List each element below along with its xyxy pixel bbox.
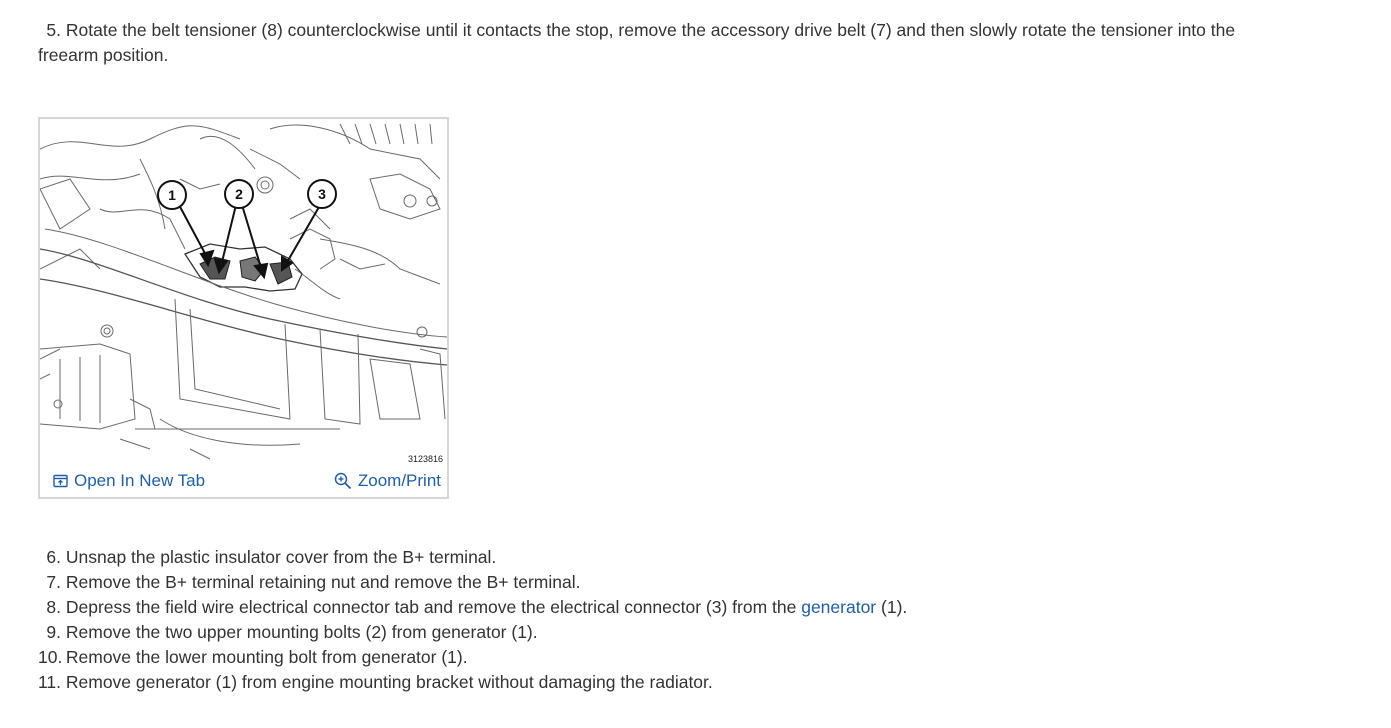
callout-3-label: 3 [318, 186, 326, 202]
list-item [38, 570, 907, 595]
figure-id: 3123816 [407, 454, 443, 464]
figure [38, 117, 449, 499]
step-number: 10. [38, 647, 63, 667]
list-item [38, 545, 907, 570]
open-in-new-tab-icon [53, 474, 68, 488]
step-number: 8. [46, 597, 61, 617]
step-text: Unsnap the plastic insulator cover from the B+ terminal. [65, 547, 497, 567]
step-5 [38, 18, 1288, 68]
step-text: Rotate the belt tensioner (8) counterclockwise until it contacts the stop, remove the accessory drive belt (7) and then slowly rotate the tensioner into the freearm position. [38, 20, 1236, 65]
generator-link[interactable]: generator [801, 597, 877, 617]
list-item [38, 670, 907, 695]
step-number: 9. [46, 622, 61, 642]
callout-2-label: 2 [235, 186, 243, 202]
step-number: 7. [46, 572, 61, 592]
list-item [38, 595, 907, 620]
step-text: Remove the lower mounting bolt from generator (1). [65, 647, 468, 667]
figure-toolbar [40, 465, 447, 497]
step-text: Depress the field wire electrical connector tab and remove the electrical connector (3) from the [65, 597, 802, 617]
step-text: Remove the two upper mounting bolts (2) from generator (1). [65, 622, 538, 642]
list-item [38, 645, 907, 670]
step-text: Remove the B+ terminal retaining nut and remove the B+ terminal. [65, 572, 581, 592]
step-number: 11. [38, 672, 62, 692]
zoom-print-label: Zoom/Print [357, 471, 441, 490]
step-text: Remove generator (1) from engine mounting bracket without damaging the radiator. [65, 672, 713, 692]
list-item [38, 620, 907, 645]
step-number: 6. [46, 547, 61, 567]
zoom-print-button[interactable] [334, 471, 441, 491]
open-in-new-tab-label: Open In New Tab [74, 471, 206, 490]
zoom-in-icon [334, 472, 352, 490]
step-text: (1). [876, 597, 908, 617]
open-in-new-tab-button[interactable] [53, 471, 205, 491]
step-number: 5. [46, 20, 61, 40]
callout-1-label: 1 [168, 187, 176, 203]
steps-list [38, 545, 907, 695]
generator-illustration [40, 119, 447, 465]
